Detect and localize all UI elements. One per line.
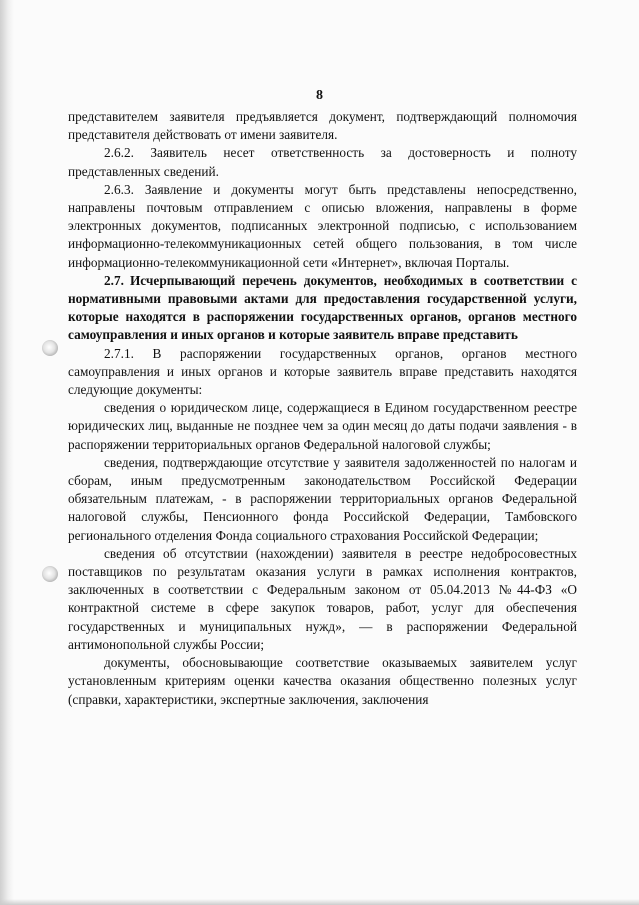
page-bottom-edge-shadow xyxy=(0,899,639,905)
paragraph: документы, обосновывающие соответствие оказываемых заявителем услуг установленным критериям оценки качества оказания общественно полезных услуг (справки, характеристики, экспертные заключения, заключения xyxy=(68,655,577,707)
paragraph: сведения об отсутствии (нахождении) заявителя в реестре недобросовестных поставщиков по результатам оказания услуги в рамках исполнения контрактов, заключенных в соответствии с Федеральным законом от 05.04.2013 №44-ФЗ «О контрактной системе в сфере закупок товаров, работ, услуг для обеспечения государственных и муниципальных нужд», — в распоряжении Федеральной антимонопольной службы России; xyxy=(68,545,577,652)
punch-hole-upper xyxy=(42,340,58,356)
section-heading-text: Исчерпывающий перечень документов, необходимых в соответствии с нормативными правовыми актами для предоставления государственной услуги, которые находятся в распоряжении государственных органов, органов местного самоуправления и иных органов и которые заявитель вправе представить xyxy=(68,272,577,343)
paragraph: сведения о юридическом лице, содержащиеся в Едином государственном реестре юридических лиц, выданные не позднее чем за один месяц до даты подачи заявления - в распоряжении территориальных органов Федеральной налоговой службы; xyxy=(68,400,577,452)
page-left-edge-shadow xyxy=(0,0,14,905)
page-number: 8 xyxy=(316,88,323,103)
section-heading xyxy=(68,272,577,345)
document-body xyxy=(68,108,577,709)
paragraph: 2.6.3. Заявление и документы могут быть представлены непосредственно, направлены почтовым отправлением с описью вложения, направлены в форме электронных документов, подписанных электронной подписью, с использованием информационно-телекоммуникационных сетей общего пользования, в том числе информационно-телекоммуникационной сети «Интернет», включая Порталы. xyxy=(68,181,577,270)
section-heading-number: 2.7. xyxy=(104,272,124,288)
punch-hole-lower xyxy=(42,566,58,582)
paragraph: представителем заявителя предъявляется документ, подтверждающий полномочия представителя действовать от имени заявителя. xyxy=(68,109,577,143)
paragraph: сведения, подтверждающие отсутствие у заявителя задолженностей по налогам и сборам, иным предусмотренным законодательством Российской Федерации обязательным платежам, - в распоряжении территориальных органов Федеральной налоговой службы, Пенсионного фонда Российской Федерации, Тамбовского регионального отделения Фонда социального страхования Российской Федерации; xyxy=(68,454,577,543)
paragraph: 2.7.1. В распоряжении государственных органов, органов местного самоуправления и иных органов и которые заявитель вправе представить находятся следующие документы: xyxy=(68,345,577,398)
paragraph: 2.6.2. Заявитель несет ответственность за достоверность и полноту представленных сведений. xyxy=(68,145,577,179)
